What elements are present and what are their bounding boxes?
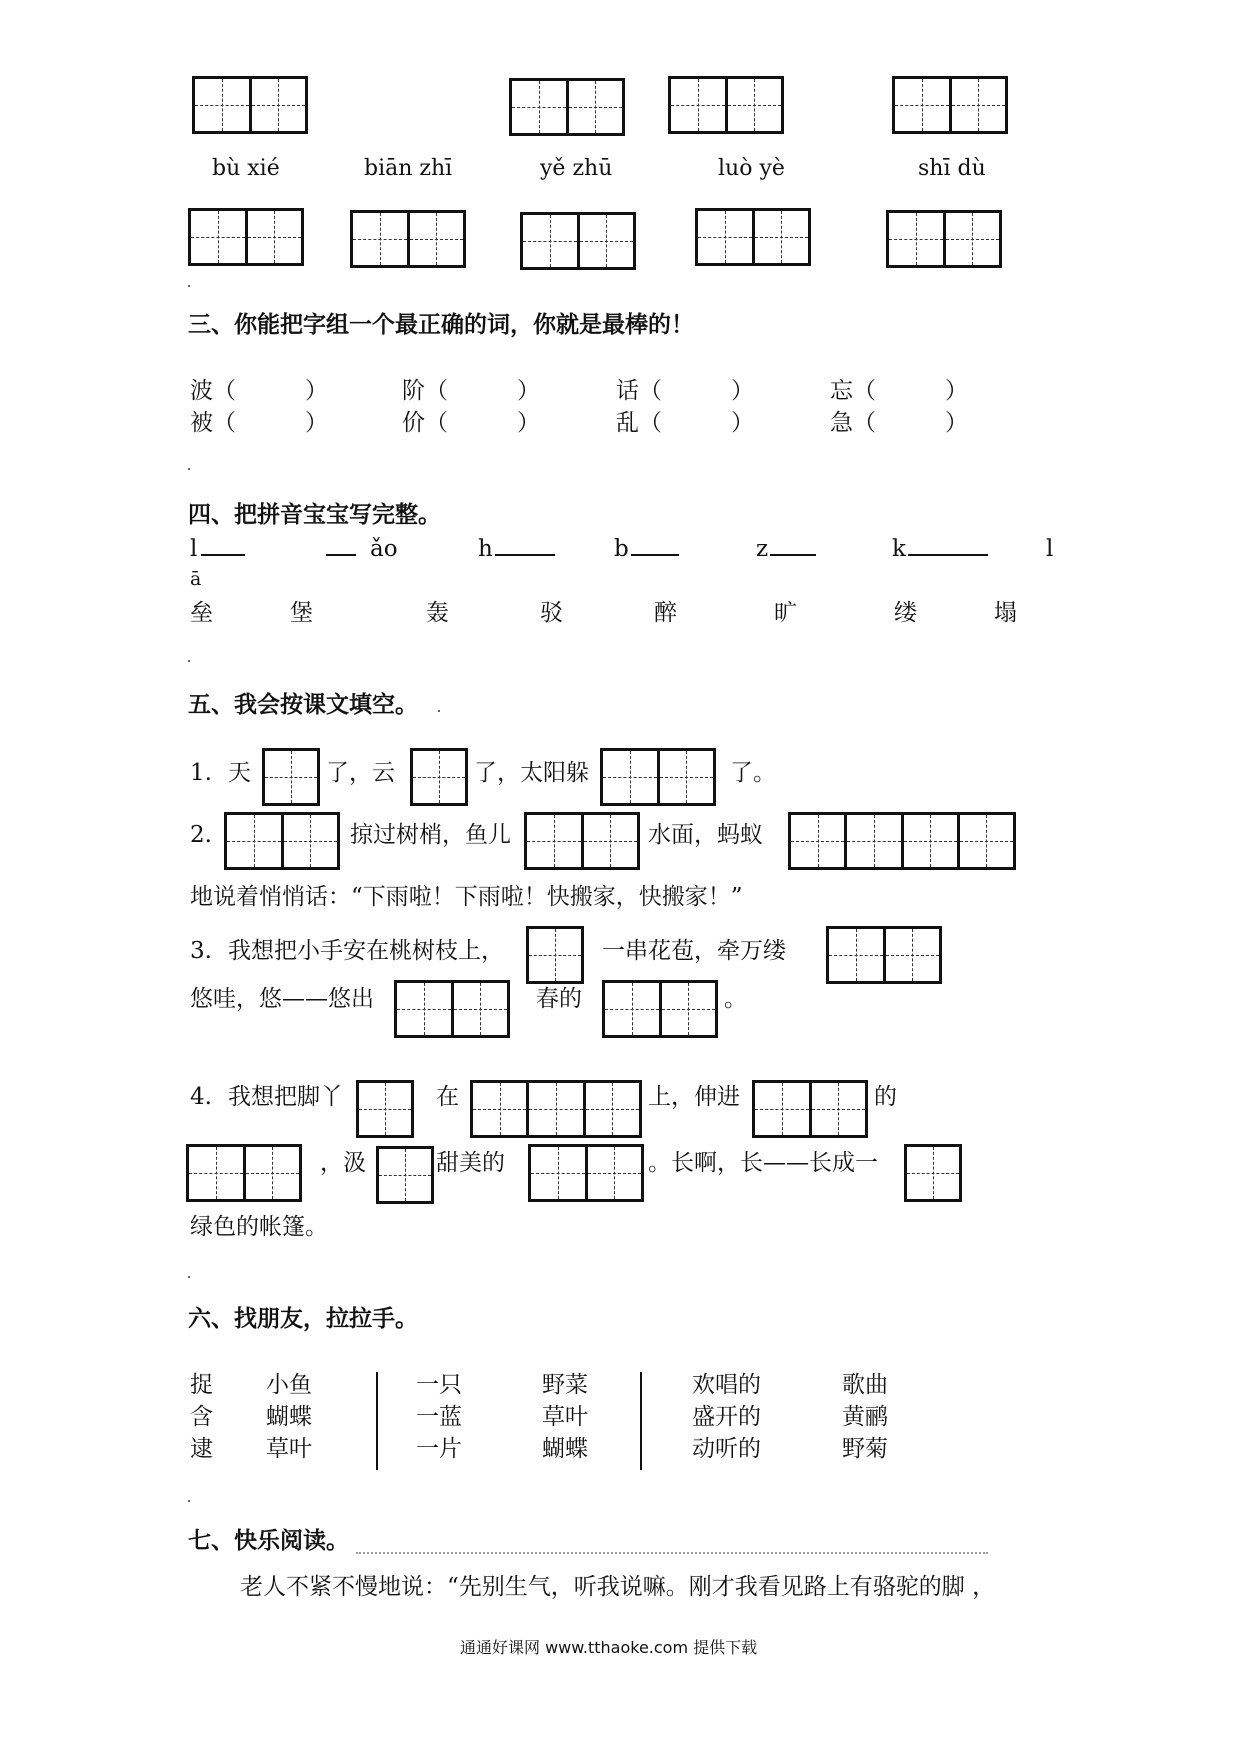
pinyin-tone-a: ā bbox=[190, 568, 202, 590]
question-text: 掠过树梢，鱼儿 bbox=[350, 822, 511, 848]
pinyin-label: shī dù bbox=[918, 156, 986, 181]
question-number: 3. bbox=[190, 938, 212, 964]
section-heading: 六、找朋友，拉拉手。 bbox=[188, 1306, 418, 1332]
match-word: 逮 bbox=[190, 1436, 213, 1462]
question-text: 一串花苞，牵万缕 bbox=[602, 938, 786, 964]
scan-speck bbox=[188, 285, 190, 287]
pinyin-fill-item: z bbox=[756, 534, 816, 564]
pinyin-fill-item: ǎo bbox=[326, 534, 398, 564]
match-word: 野菊 bbox=[842, 1436, 888, 1462]
section-heading: 七、快乐阅读。 bbox=[188, 1528, 349, 1554]
writing-grid[interactable] bbox=[892, 76, 1008, 134]
pinyin-label: luò yè bbox=[718, 156, 785, 181]
character: 塌 bbox=[994, 600, 1017, 626]
match-word: 歌曲 bbox=[842, 1372, 888, 1398]
match-word: 含 bbox=[190, 1404, 213, 1430]
page-footer: 通通好课网 www.tthaoke.com 提供下载 bbox=[460, 1638, 758, 1657]
writing-grid[interactable] bbox=[886, 210, 1002, 268]
pinyin-fill-item: l bbox=[190, 534, 245, 564]
question-number: 1. bbox=[190, 760, 212, 786]
writing-grid[interactable] bbox=[188, 208, 304, 266]
writing-grid[interactable] bbox=[410, 748, 468, 806]
column-divider bbox=[640, 1372, 642, 1470]
character: 轰 bbox=[426, 600, 449, 626]
writing-grid[interactable] bbox=[262, 748, 320, 806]
question-text: ，汲 bbox=[320, 1150, 366, 1176]
scan-speck bbox=[188, 1276, 190, 1278]
writing-grid[interactable] bbox=[376, 1146, 434, 1204]
character: 醉 bbox=[654, 600, 677, 626]
writing-grid[interactable] bbox=[470, 1080, 642, 1138]
scan-speck bbox=[188, 468, 190, 470]
question-number: 4. bbox=[190, 1084, 212, 1110]
question-text: 。 bbox=[724, 986, 747, 1012]
writing-grid[interactable] bbox=[224, 812, 340, 870]
writing-grid[interactable] bbox=[528, 1144, 644, 1202]
match-word: 欢唱的 bbox=[692, 1372, 761, 1398]
pinyin-fill-item: k bbox=[892, 534, 988, 564]
pinyin-fill-item: b bbox=[614, 534, 679, 564]
match-word: 捉 bbox=[190, 1372, 213, 1398]
match-word: 蝴蝶 bbox=[266, 1404, 312, 1430]
question-text: 悠哇，悠——悠出 bbox=[190, 986, 374, 1012]
character: 缕 bbox=[894, 600, 917, 626]
match-word: 草叶 bbox=[542, 1404, 588, 1430]
match-word: 野菜 bbox=[542, 1372, 588, 1398]
column-divider bbox=[376, 1372, 378, 1470]
writing-grid[interactable] bbox=[520, 212, 636, 270]
word-blank: 急（ ） bbox=[830, 410, 968, 436]
scan-speck bbox=[438, 710, 440, 712]
character: 旷 bbox=[774, 600, 797, 626]
pinyin-fill-item: h bbox=[478, 534, 555, 564]
writing-grid[interactable] bbox=[509, 78, 625, 136]
question-text: 水面，蚂蚁 bbox=[648, 822, 763, 848]
word-blank: 话（ ） bbox=[616, 378, 754, 404]
question-text: 天 bbox=[228, 760, 251, 786]
match-word: 动听的 bbox=[692, 1436, 761, 1462]
match-word: 盛开的 bbox=[692, 1404, 761, 1430]
question-text: 我想把脚丫 bbox=[228, 1084, 343, 1110]
writing-grid[interactable] bbox=[826, 926, 942, 984]
match-word: 黄鹂 bbox=[842, 1404, 888, 1430]
writing-grid[interactable] bbox=[394, 980, 510, 1038]
pinyin-label: biān zhī bbox=[364, 156, 453, 181]
character: 堡 bbox=[290, 600, 313, 626]
question-text: 了。 bbox=[730, 760, 776, 786]
match-word: 一蓝 bbox=[416, 1404, 462, 1430]
writing-grid[interactable] bbox=[668, 76, 784, 134]
word-blank: 忘（ ） bbox=[830, 378, 968, 404]
reading-paragraph: 老人不紧不慢地说：“先别生气，听我说嘛。刚才我看见路上有骆驼的脚 ， bbox=[240, 1574, 996, 1600]
scan-speck bbox=[188, 1500, 190, 1502]
question-text: 了，太阳躲 bbox=[474, 760, 589, 786]
question-text: 地说着悄悄话：“下雨啦！下雨啦！快搬家，快搬家！” bbox=[190, 884, 743, 910]
word-blank: 阶（ ） bbox=[402, 378, 540, 404]
word-blank: 乱（ ） bbox=[616, 410, 754, 436]
section-heading: 五、我会按课文填空。 bbox=[188, 692, 418, 718]
writing-grid[interactable] bbox=[600, 748, 716, 806]
question-text: 绿色的帐篷。 bbox=[190, 1214, 328, 1240]
writing-grid[interactable] bbox=[186, 1144, 302, 1202]
section-heading: 三、你能把字组一个最正确的词，你就是最棒的！ bbox=[188, 312, 694, 338]
question-text: 的 bbox=[874, 1084, 897, 1110]
word-blank: 被（ ） bbox=[190, 410, 328, 436]
match-word: 草叶 bbox=[266, 1436, 312, 1462]
question-text: 了，云 bbox=[326, 760, 395, 786]
writing-grid[interactable] bbox=[788, 812, 1016, 870]
writing-grid[interactable] bbox=[602, 980, 718, 1038]
writing-grid[interactable] bbox=[695, 208, 811, 266]
character: 驳 bbox=[540, 600, 563, 626]
match-word: 一只 bbox=[416, 1372, 462, 1398]
writing-grid[interactable] bbox=[752, 1080, 868, 1138]
question-text: 我想把小手安在桃树枝上， bbox=[228, 938, 504, 964]
scan-speck bbox=[188, 660, 190, 662]
match-word: 一片 bbox=[416, 1436, 462, 1462]
word-blank: 波（ ） bbox=[190, 378, 328, 404]
match-word: 蝴蝶 bbox=[542, 1436, 588, 1462]
question-text: 甜美的 bbox=[436, 1150, 505, 1176]
question-text: 春的 bbox=[536, 986, 582, 1012]
writing-grid[interactable] bbox=[524, 812, 640, 870]
writing-grid[interactable] bbox=[350, 210, 466, 268]
word-blank: 价（ ） bbox=[402, 410, 540, 436]
question-number: 2. bbox=[190, 822, 212, 848]
writing-grid[interactable] bbox=[356, 1080, 414, 1138]
question-text: 上，伸进 bbox=[648, 1084, 740, 1110]
section-heading: 四、把拼音宝宝写完整。 bbox=[188, 502, 441, 528]
dotted-rule bbox=[356, 1552, 988, 1554]
writing-grid[interactable] bbox=[526, 926, 584, 984]
writing-grid[interactable] bbox=[192, 76, 308, 134]
writing-grid[interactable] bbox=[904, 1144, 962, 1202]
question-text: 。长啊，长——长成一 bbox=[648, 1150, 878, 1176]
pinyin-label: bù xié bbox=[212, 156, 280, 181]
character: 垒 bbox=[190, 600, 213, 626]
question-text: 在 bbox=[436, 1084, 459, 1110]
pinyin-fill-item: l bbox=[1046, 536, 1054, 562]
pinyin-label: yě zhū bbox=[540, 156, 613, 181]
match-word: 小鱼 bbox=[266, 1372, 312, 1398]
